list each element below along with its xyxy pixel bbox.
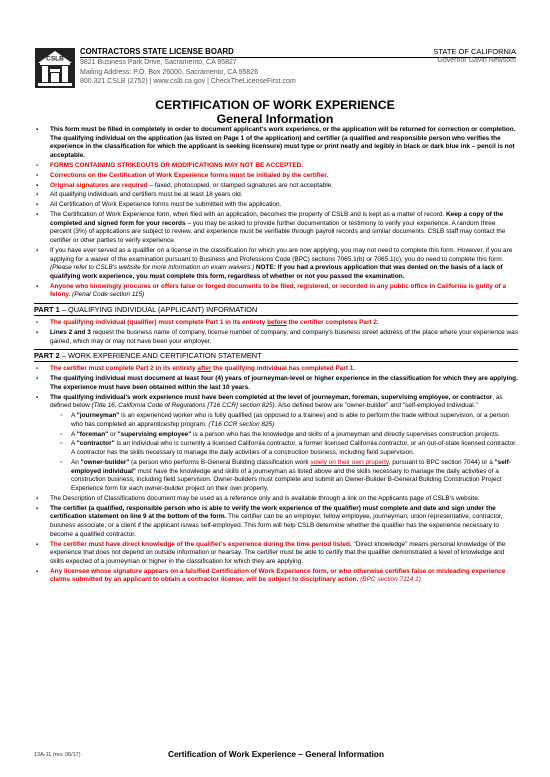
list-item: ▪ All qualifying individuals and certifiers must be at least 18 years old. bbox=[34, 191, 518, 200]
list-item: ▪ The Certification of Work Experience form, when filed with an application, becomes the property of CSLB and is kept as a matter of record. Keep a copy of the completed and signed form for your records – you may be asked to provide further documentation or testimony to verify your experience. A random three percent (3%) of applications are subject to review, and experience must be verifiable through payroll records and similar documents. CSLB staff may contact the certifier or other parties to verify experience. bbox=[34, 211, 518, 246]
sub-list-item: ◦ A "contractor" is an individual who is currently a licensed California contractor, a former licensed California contractor, or an out-of-state licensed contractor. A contractor has the skills necessary to manage the daily activities of a construction business, including field supervision. bbox=[34, 440, 518, 457]
list-item: ▪ If you have ever served as a qualifier on a license in the classification for which you are now applying, you may not need to complete this form. However, if you are applying for a waiver of the examination pursuant to Business and Professions Code (BPC) sections 7065.1(b) or 7065.1(c), you do need to complete this form. (Please refer to CSLB's website for more information on exam waivers.) NOTE: If you had a previous application that was denied on the basis of a lack of qualifying work experience, you must complete this form, regardless of whether or not you passed the examination. bbox=[34, 247, 518, 282]
letterhead bbox=[34, 45, 516, 91]
state-block bbox=[433, 47, 516, 66]
list-item: ▪ Anyone who knowingly procures or offers false or forged documents to be filed, registered, or recorded in any public office in California is guilty of a felony. (Penal Code section 115) bbox=[34, 283, 518, 300]
list-item: ▪ The qualifying individual (qualifier) must complete Part 1 in its entirety before the certifier completes Part 2. bbox=[34, 319, 518, 328]
list-item: ▪ The certifier must have direct knowledge of the qualifier's experience during the time period listed. "Direct knowledge" means personal knowledge of the experience that does not depend on outside information or hearsay. The certifier must be able to certify that the qualifier demonstrated a level of knowledge and skills expected of a journeyman or higher in the classification for which they are applying. bbox=[34, 541, 518, 567]
part2-heading: PART 2 – WORK EXPERIENCE AND CERTIFICATION STATEMENT bbox=[34, 349, 518, 362]
page-footer bbox=[34, 749, 518, 761]
street-address: 9821 Business Park Drive, Sacramento, CA 95827 bbox=[80, 59, 237, 67]
list-item: ▪ The certifier (a qualified, responsible person who is able to verify the work experience of the qualifier) must complete and date and sign under the certification statement on line 9 at the bottom of the form. The certifier can be an employer, fellow employee, journeyman, union representative, contractor, business associate, or a client if the applicant is/was self-employed. This form will help CSLB determine whether the qualifier has the experience necessary to become a qualified contractor. bbox=[34, 505, 518, 540]
sub-list-item: ◦ A "journeyman" is an experienced worker who is fully qualified (as opposed to a trainee) and is able to perform the trade without supervision, or a person who has completed an apprenticeship program. (T16 CCR section 825) bbox=[34, 412, 518, 429]
list-item: ▪ Lines 2 and 3 request the business name of company, license number of company, and company's business street address of the place where your experience was gained, which may or may not have been your employer. bbox=[34, 329, 518, 346]
page-subtitle: General Information bbox=[216, 112, 334, 126]
part2-list bbox=[34, 365, 518, 585]
list-item: ▪ FORMS CONTAINING STRIKEOUTS OR MODIFICATIONS MAY NOT BE ACCEPTED. bbox=[34, 162, 518, 171]
list-item: ▪ The Description of Classifications document may be used as a reference only and is available through a link on the Applicants page of CSLB's website. bbox=[34, 495, 518, 504]
org-name: CONTRACTORS STATE LICENSE BOARD bbox=[80, 47, 234, 56]
governor-name: Governor Gavin Newsom bbox=[437, 57, 516, 65]
list-item: ▪ All Certification of Work Experience forms must be submitted with the application. bbox=[34, 201, 518, 210]
list-item: ▪ This form must be filled in completely in order to document applicant's work experience, or the application will be returned for correction or completion. The qualifying individual on the application (as listed on Page 1 of the application) and certifier (a qualified and responsible person who verifies the experience in the classification for which the applicant is seeking licensure) must type or print neatly and legibly in black or dark blue ink – pencil is not acceptable. bbox=[34, 126, 518, 161]
document-body bbox=[34, 126, 518, 586]
mailing-address: Mailing Address: P.O. Box 26000, Sacramento, CA 95826 bbox=[80, 68, 259, 76]
contact-line: 800.321.CSLB (2752) | www.cslb.ca.gov | CheckTheLicenseFirst.com bbox=[80, 77, 296, 85]
form-code: 13A-11 (rev. 06/17) bbox=[34, 752, 81, 758]
list-item: ▪ The certifier must complete Part 2 in its entirety after the qualifying individual has completed Part 1. bbox=[34, 365, 518, 374]
footer-title: Certification of Work Experience – General Information bbox=[167, 749, 385, 759]
part1-heading: PART 1 – QUALIFYING INDIVIDUAL (APPLICANT) INFORMATION bbox=[34, 303, 518, 316]
state-name: STATE OF CALIFORNIA bbox=[433, 47, 516, 56]
list-item: ▪ The qualifying individual's work experience must have been completed at the level of journeyman, foreman, supervising employee, or contractor, as defined below (Title 16, California Code of Regulations [T16 CCR] section 825). Also defined below are "owner-builder" and "self-employed individual." bbox=[34, 394, 518, 411]
list-item: ▪ Original signatures are required – faxed, photocopied, or stamped signatures are not acceptable. bbox=[34, 182, 518, 191]
list-item: ▪ Corrections on the Certification of Work Experience forms must be initialed by the certifier. bbox=[34, 172, 518, 181]
page-title: CERTIFICATION OF WORK EXPERIENCE bbox=[155, 98, 395, 112]
intro-list bbox=[34, 126, 518, 300]
list-item: ▪ Any licensee whose signature appears on a falsified Certification of Work Experience form, or who otherwise certifies false or misleading experience claims submitted by an applicant to obtain a contractor license, will be subject to disciplinary action. (BPC section 7114.1) bbox=[34, 568, 518, 585]
cslb-logo bbox=[34, 47, 76, 89]
svg-text:CSLB: CSLB bbox=[46, 55, 64, 63]
part1-list bbox=[34, 319, 518, 346]
list-item: ▪ The qualifying individual must document at least four (4) years of journeyman-level or higher experience in the classification for which they are applying. The experience must have been obtained within the last 10 years. bbox=[34, 375, 518, 392]
sub-list-item: ◦ A "foreman" or "supervising employee" is a person who has the knowledge and skills of a journeyman and directly supervises construction projects. bbox=[34, 431, 518, 440]
sub-list-item: ◦ An "owner-builder" (a person who performs B-General Building classification work solely on their own property, pursuant to BPC section 7044) or a "self-employed individual" must have the knowledge and skills of a journeyman as listed above and the skills necessary to manage the daily activities of a construction business, including field supervision. Owner-builders must complete and submit an Owner-Builder B-General Building Construction Project Experience form for each owner-builder project on their own property. bbox=[34, 459, 518, 494]
